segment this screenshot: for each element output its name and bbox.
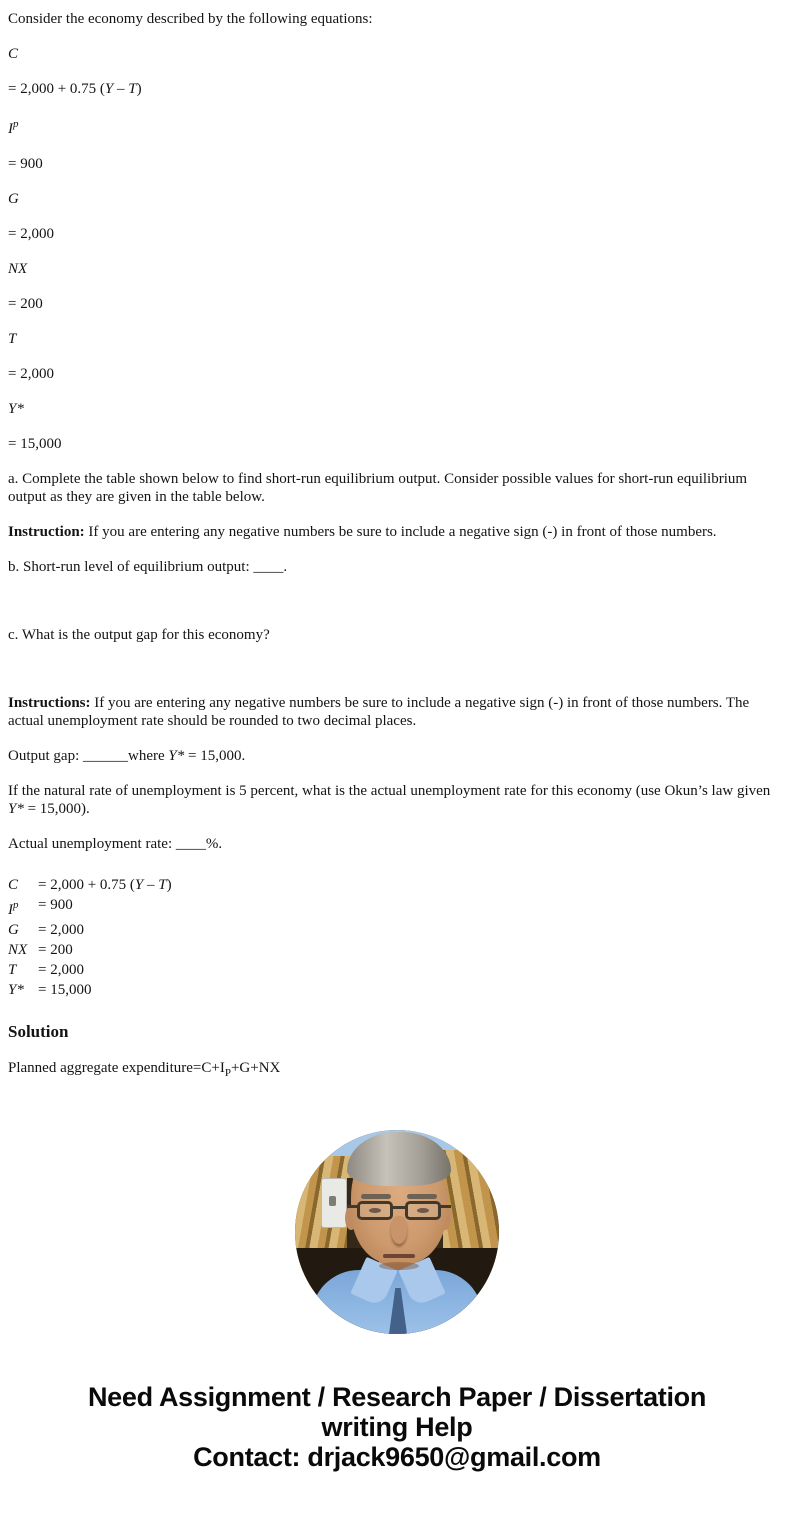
part-c-paragraph: c. What is the output gap for this economy? bbox=[8, 627, 270, 643]
instruction-paragraph bbox=[8, 523, 786, 541]
given-ystar-symbol bbox=[8, 400, 786, 418]
row-c-close: ) bbox=[166, 877, 172, 893]
photo-nose bbox=[391, 1216, 407, 1244]
variable-g: G bbox=[8, 191, 19, 207]
output-gap-text: Output gap: bbox=[8, 748, 83, 764]
given-g-value: = 2,000 bbox=[8, 226, 54, 242]
row-ystar-value: = 15,000 bbox=[38, 982, 92, 998]
variable-i: I bbox=[8, 121, 13, 137]
row-g-symbol: G bbox=[8, 922, 19, 938]
row-nx-symbol: NX bbox=[8, 942, 28, 958]
table-row-t bbox=[8, 960, 172, 980]
given-i-value: = 900 bbox=[8, 156, 43, 172]
part-a-paragraph: a. Complete the table shown below to find short-run equilibrium output. Consider possible values for short-run equilibrium output as they are given in the table below. bbox=[8, 471, 748, 505]
instructions-label: Instructions: bbox=[8, 695, 91, 711]
row-c-var-y: Y bbox=[134, 877, 144, 893]
planned-expenditure-paragraph bbox=[8, 1059, 786, 1082]
output-gap-where: where bbox=[128, 748, 169, 764]
table-row-nx bbox=[8, 940, 172, 960]
photo-glasses-arm-right bbox=[440, 1205, 451, 1208]
planned-expenditure-text: Planned aggregate expenditure=C+I bbox=[8, 1060, 225, 1076]
row-g-value: = 2,000 bbox=[38, 922, 84, 938]
photo-eyebrow-left bbox=[361, 1194, 391, 1199]
c-equation-close: ) bbox=[136, 81, 142, 97]
row-c-var-t: T bbox=[158, 877, 167, 893]
part-b-period: . bbox=[283, 559, 288, 575]
output-gap-paragraph bbox=[8, 747, 786, 765]
c-equation-prefix: = 2,000 + 0.75 ( bbox=[8, 81, 105, 97]
row-i-value: = 900 bbox=[38, 897, 73, 913]
instructions-paragraph bbox=[8, 694, 786, 730]
unemployment-percent: %. bbox=[205, 836, 223, 852]
table-row-g bbox=[8, 920, 172, 940]
variable-c: C bbox=[8, 46, 19, 62]
output-gap-value: = 15,000. bbox=[184, 748, 246, 764]
okun-end: = 15,000). bbox=[23, 801, 90, 817]
output-gap-ystar: Y* bbox=[168, 748, 185, 764]
planned-expenditure-end: +G+NX bbox=[230, 1060, 281, 1076]
instruction-text: If you are entering any negative numbers be sure to include a negative sign (-) in front of those numbers. bbox=[84, 524, 717, 540]
instruction-label: Instruction: bbox=[8, 524, 85, 540]
footer-advertisement bbox=[8, 1382, 786, 1472]
planned-expenditure-subscript: P bbox=[224, 1067, 231, 1079]
equations-summary-table bbox=[8, 875, 172, 1000]
variable-ystar: Y* bbox=[8, 401, 24, 417]
row-nx-value: = 200 bbox=[38, 942, 73, 958]
instructions-text: If you are entering any negative numbers be sure to include a negative sign (-) in front of those numbers. The actual unemployment rate should be rounded to two decimal places. bbox=[8, 695, 750, 729]
blank-line-spacer bbox=[8, 661, 786, 677]
given-nx-value: = 200 bbox=[8, 296, 43, 312]
row-c-symbol: C bbox=[8, 877, 19, 893]
given-t-symbol bbox=[8, 330, 786, 348]
photo-mouth bbox=[383, 1254, 415, 1258]
photo-switch-toggle bbox=[329, 1196, 336, 1206]
c-equation-dash: – bbox=[113, 81, 129, 97]
part-b-blank: ____ bbox=[253, 559, 284, 575]
variable-t2: T bbox=[8, 331, 17, 347]
okun-ystar: Y* bbox=[8, 801, 24, 817]
given-ystar-value: = 15,000 bbox=[8, 436, 62, 452]
unemployment-paragraph bbox=[8, 835, 786, 853]
given-c-value bbox=[8, 80, 786, 98]
photo-glasses-bridge bbox=[392, 1206, 406, 1209]
footer-contact-line: Contact: drjack9650@gmail.com bbox=[193, 1442, 601, 1472]
row-i-letter: I bbox=[8, 902, 13, 918]
given-g-symbol bbox=[8, 190, 786, 208]
okun-text: If the natural rate of unemployment is 5 percent, what is the actual unemployment rate for this economy (use Okun’s law given bbox=[8, 783, 771, 799]
table-row-ystar bbox=[8, 980, 172, 1000]
photo-glasses-lens-left bbox=[357, 1201, 393, 1220]
intro-paragraph: Consider the economy described by the following equations: bbox=[8, 11, 373, 27]
photo-glasses-arm-left bbox=[347, 1205, 358, 1208]
row-i-superscript: p bbox=[13, 899, 19, 911]
given-i-symbol bbox=[8, 115, 786, 138]
given-t-value: = 2,000 bbox=[8, 366, 54, 382]
photo-eyebrow-right bbox=[407, 1194, 437, 1199]
table-row-c bbox=[8, 875, 172, 895]
row-i-symbol bbox=[8, 895, 38, 920]
part-b-text: b. Short-run level of equilibrium output: bbox=[8, 559, 254, 575]
blank-line-spacer bbox=[8, 593, 786, 609]
photo-chin-shadow bbox=[379, 1262, 419, 1270]
photo-glasses-lens-right bbox=[405, 1201, 441, 1220]
variable-t: T bbox=[128, 81, 137, 97]
okun-paragraph bbox=[8, 782, 786, 818]
row-t-value: = 2,000 bbox=[38, 962, 84, 978]
given-nx-symbol bbox=[8, 260, 786, 278]
part-b-paragraph bbox=[8, 558, 786, 576]
unemployment-text: Actual unemployment rate: bbox=[8, 836, 176, 852]
unemployment-blank: ____ bbox=[175, 836, 206, 852]
table-row-i bbox=[8, 895, 172, 920]
variable-i-superscript: p bbox=[13, 118, 19, 130]
row-t-symbol: T bbox=[8, 962, 17, 978]
given-c-symbol bbox=[8, 45, 786, 63]
output-gap-blank: ______ bbox=[83, 748, 128, 764]
variable-nx: NX bbox=[8, 261, 28, 277]
row-ystar-symbol: Y* bbox=[8, 982, 24, 998]
row-c-dash: – bbox=[143, 877, 159, 893]
variable-y: Y bbox=[104, 81, 114, 97]
row-c-prefix: = 2,000 + 0.75 ( bbox=[38, 877, 135, 893]
row-c-value bbox=[38, 875, 172, 895]
portrait-photo bbox=[295, 1130, 499, 1334]
footer-line-2: writing Help bbox=[321, 1412, 473, 1442]
solution-heading: Solution bbox=[8, 1022, 69, 1041]
footer-line-1: Need Assignment / Research Paper / Dissertation bbox=[87, 1382, 707, 1412]
